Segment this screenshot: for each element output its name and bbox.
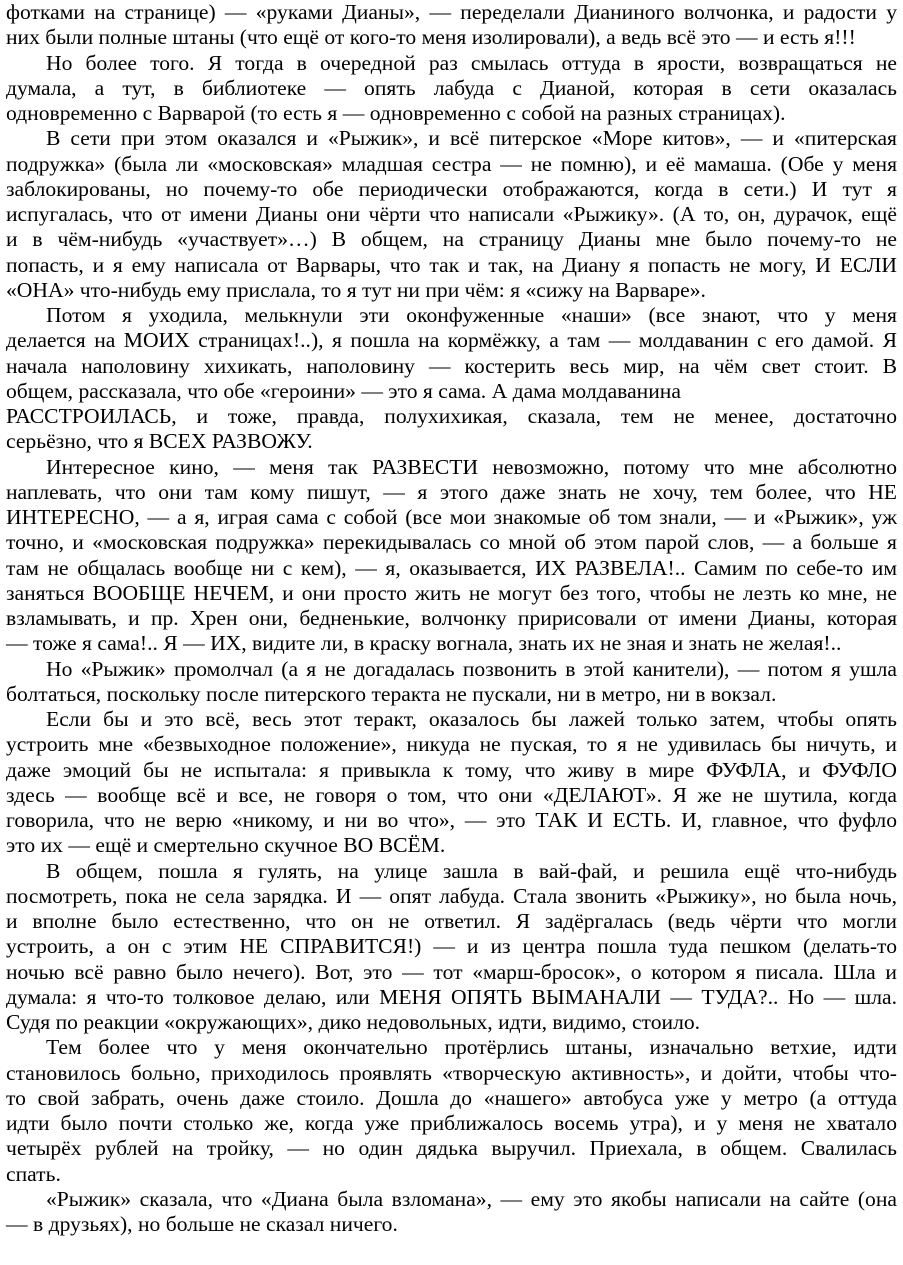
text-line: делается на МОИХ страницах!..), я пошла на кормёжку, а там — молдаванин с его дамой. Я [6, 328, 897, 353]
text-line: — в друзьях), но больше не сказал ничего. [6, 1212, 398, 1236]
text-line: то свой забрать, очень даже стоило. Дошла до «нашего» автобуса уже у метро (а оттуда [6, 1085, 897, 1110]
text-line: — тоже я сама!.. Я — ИХ, видите ли, в краску вогнала, знать их не зная и знать не желая!.. [6, 631, 842, 656]
text-line: Тем более что у меня окончательно протёрлись штаны, изначально ветхие, идти [46, 1035, 897, 1060]
text-line: «Рыжик» сказала, что «Диана была взломана», — ему это якобы написали на сайте (она [46, 1186, 897, 1211]
text-line: Но более того. Я тогда в очередной раз смылась оттуда в ярости, возвращаться не [46, 50, 897, 75]
text-line: думала: я что-то толковое делаю, или МЕНЯ ОПЯТЬ ВЫМАНАЛИ — ТУДА?.. Но — шла. [6, 984, 897, 1009]
text-line: думала, а тут, в библиотеке — опять лабуда с Дианой, которая в сети оказалась [6, 75, 897, 100]
text-line: Если бы и это всё, весь этот теракт, оказалось бы лажей только затем, чтобы опять [46, 707, 897, 731]
text-line: общем, рассказала, что обе «героини» — это я сама. А дама молдаванина [6, 378, 681, 403]
text-line: подружка» (была ли «московская» младшая сестра — не помню), и её мамаша. (Обе у меня [6, 151, 897, 176]
text-line: взламывать, и пр. Хрен они, бедненькие, волчонку пририсовали от имени Дианы, которая [6, 606, 897, 630]
text-line: посмотреть, пока не села зарядка. И — опят лабуда. Стала звонить «Рыжику», но была ночь, [6, 883, 897, 908]
text-line: серьёзно, что я ВСЕХ РАЗВОЖУ. [6, 429, 313, 454]
text-line: и в чём-нибудь «участвует»…) В общем, на страницу Дианы мне было почему-то не [6, 227, 897, 252]
text-line: испугалась, что от имени Дианы они чёрти что написали «Рыжику». (А то, он, дурачок, ещё [6, 202, 897, 226]
text-line: здесь — вообще всё и все, не говоря о том, что они «ДЕЛАЮТ». Я же не шутила, когда [6, 782, 897, 807]
text-line: них были полные штаны (что ещё от кого-то меня изолировали), а ведь всё это — и есть я!!! [6, 25, 856, 50]
text-line: заблокированы, но почему-то обе периодически отображаются, когда в сети.) И тут я [6, 176, 897, 201]
text-line: говорила, что не верю «никому, и ни во что», — это ТАК И ЕСТЬ. И, главное, что фуфло [6, 808, 897, 832]
text-line: и вполне было естественно, что он не ответил. Я задёргалась (ведь чёрти что могли [6, 909, 897, 933]
text-line: четырёх рублей на тройку, — но один дядька выручил. Приехала, в общем. Свалилась [6, 1136, 897, 1161]
text-line: устроить мне «безвыходное положение», никуда не пуская, то я не удивилась бы ничуть, и [6, 732, 897, 757]
text-line: точно, и «московская подружка» перекидывалась со мной об этом парой слов, — а больше я [6, 530, 897, 555]
text-line: «ОНА» что-нибудь ему прислала, то я тут ни при чём: я «сижу на Варваре». [6, 277, 706, 302]
text-line: РАССТРОИЛАСЬ, и тоже, правда, полухихикая, сказала, тем не менее, достаточно [6, 404, 897, 428]
text-line: Потом я уходила, мелькнули эти оконфуженные «наши» (все знают, что у меня [46, 303, 897, 327]
text-line: фотками на странице) — «руками Дианы», — переделали Дианиного волчонка, и радости у [6, 0, 897, 24]
text-line: начала наполовину хихикать, наполовину — костерить весь мир, на чём свет стоит. В [6, 353, 897, 378]
text-line: наплевать, что они там кому пишут, — я этого даже знать не хочу, тем более, что НЕ [6, 479, 897, 504]
text-line: В общем, пошла я гулять, на улице зашла в вай-фай, и решила ещё что-нибудь [46, 858, 897, 883]
text-line: устроить, а он с этим НЕ СПРАВИТСЯ!) — и из центра пошла туда пешком (делать-то [6, 934, 897, 959]
text-line: попасть, и я ему написала от Варвары, что так и так, на Диану я попасть не могу, И ЕСЛИ [6, 252, 897, 277]
text-line: Судя по реакции «окружающих», дико недовольных, идти, видимо, стоило. [6, 1010, 701, 1034]
text-line: ночью всё равно было нечего). Вот, это — тот «марш-бросок», о котором я писала. Шла и [6, 959, 897, 984]
text-line: идти было почти столько же, когда уже приближалось восемь утра), и у меня не хватало [6, 1111, 897, 1135]
text-line: спать. [6, 1161, 61, 1186]
text-line: ИНТЕРЕСНО, — а я, играя сама с собой (все мои знакомые об том знали, — и «Рыжик», уж [6, 505, 897, 529]
text-line: Интересное кино, — меня так РАЗВЕСТИ невозможно, потому что мне абсолютно [46, 454, 897, 479]
text-line: это их — ещё и смертельно скучное ВО ВСЁМ. [6, 833, 446, 858]
text-line: становилось больно, приходилось проявлять «творческую активность», и дойти, чтобы что- [6, 1060, 897, 1085]
text-line: одновременно с Варварой (то есть я — одновременно с собой на разных страницах). [6, 101, 786, 125]
text-line: Но «Рыжик» промолчал (а я не догадалась позвонить в этой канители), — потом я ушла [46, 656, 897, 681]
text-line: заняться ВООБЩЕ НЕЧЕМ, и они просто жить не могут без того, чтобы не лезть ко мне, не [6, 580, 897, 605]
text-line: болтаться, поскольку после питерского теракта не пускали, ни в метро, ни в вокзал. [6, 681, 777, 706]
text-line: там не общалась вообще ни с кем), — я, оказывается, ИХ РАЗВЕЛА!.. Самим по себе-то им [6, 555, 897, 580]
text-line: даже эмоций бы не испытала: я привыкла к тому, что живу в мире ФУФЛА, и ФУФЛО [6, 757, 897, 782]
text-line: В сети при этом оказался и «Рыжик», и всё питерское «Море китов», — и «питерская [46, 126, 897, 151]
